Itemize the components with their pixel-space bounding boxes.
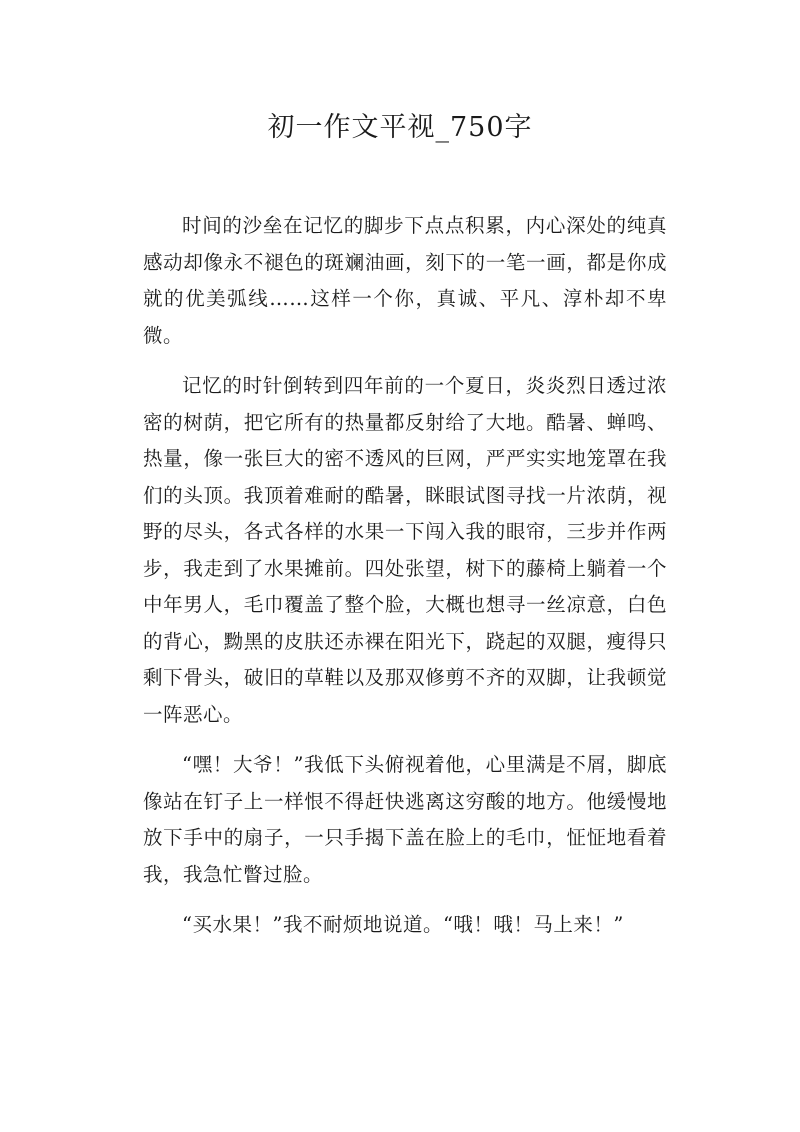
paragraph-3: “嘿！大爷！”我低下头俯视着他，心里满是不屑，脚底像站在钉子上一样恨不得赶快逃离这穷酸的地方。他缓慢地放下手中的扇子，一只手揭下盖在脸上的毛巾，怔怔地看着我，我急忙瞥过脸。 <box>143 753 667 886</box>
paragraph-2: 记忆的时针倒转到四年前的一个夏日，炎炎烈日透过浓密的树荫，把它所有的热量都反射给了大地。酷暑、蝉鸣、热量，像一张巨大的密不透风的巨网，严严实实地笼罩在我们的头顶。我顶着难耐的酷暑，眯眼试图寻找一片浓荫，视野的尽头，各式各样的水果一下闯入我的眼帘，三步并作两步，我走到了水果摊前。四处张望，树下的藤椅上躺着一个中年男人，毛巾覆盖了整个脸，大概也想寻一丝凉意，白色的背心，黝黑的皮肤还赤裸在阳光下，跷起的双腿，瘦得只剩下骨头，破旧的草鞋以及那双修剪不齐的双脚，让我顿觉一阵恶心。 <box>143 374 667 726</box>
paragraph-1: 时间的沙垒在记忆的脚步下点点积累，内心深处的纯真感动却像永不褪色的斑斓油画，刻下的一笔一画，都是你成就的优美弧线……这样一个你，真诚、平凡、淳朴却不卑微。 <box>143 214 667 347</box>
paragraph-4: “买水果！”我不耐烦地说道。“哦！哦！马上来！” <box>182 913 624 936</box>
document-title: 初一作文平视_750字 <box>267 112 533 143</box>
document-body <box>143 208 667 958</box>
